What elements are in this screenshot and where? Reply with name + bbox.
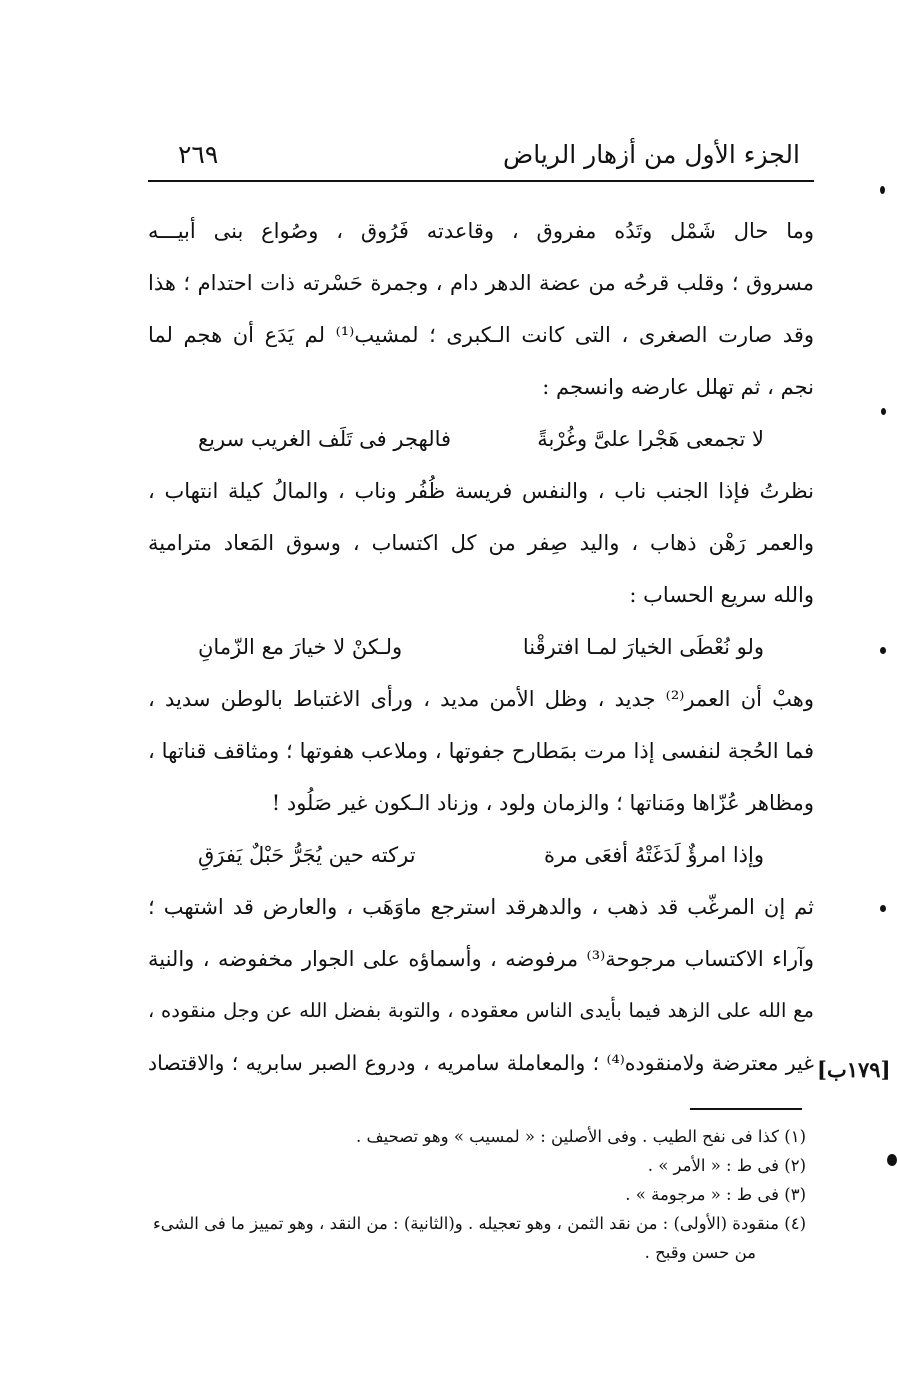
text-line: مسروق ؛ وقلب قرحُه من عضة الدهر دام ، وجمرة حَسْرته ذات احتدام ؛ هذا bbox=[148, 271, 814, 295]
footnote: (٤) منقودة (الأولى) : من نقد الثمن ، وهو تعجيله . و(الثانية) : من النقد ، وهو تمييز ما فى الشىء من حسن وقبح . bbox=[153, 1214, 806, 1262]
text-line: نظرتُ فإذا الجنب ناب ، والنفس فريسة ظُفُر وناب ، والمالُ كيلة انتهاب ، bbox=[148, 479, 814, 503]
verse-line bbox=[148, 829, 814, 881]
verse-second-hemistich: ولـكنْ لا خيارَ مع الزّمانِ bbox=[198, 635, 403, 659]
text-line: فما الحُجة لنفسى إذا مرت بمَطارح جفوتها ، وملاعب هفوتها ؛ ومثاقف قناتها ، bbox=[148, 739, 814, 763]
verse-line bbox=[148, 413, 814, 465]
text-line: وهبْ أن العمر⁽²⁾ جديد ، وظل الأمن مديد ، ورأى الاغتباط بالوطن سديد ، bbox=[148, 687, 814, 711]
text-line: ثم إن المرغّب قد ذهب ، والدهرقد استرجع ماوَهَب ، والعارض قد اشتهب ؛ bbox=[148, 895, 814, 919]
verse-line bbox=[148, 621, 814, 673]
footnote: (٢) فى ط : « الأمر » . bbox=[647, 1156, 806, 1175]
scan-speck bbox=[887, 1154, 897, 1166]
scan-speck bbox=[880, 905, 886, 912]
verse-second-hemistich: تركته حين يُجَرُّ حَبْلٌ يَفرَقِ bbox=[198, 843, 416, 867]
text-line: والله سريع الحساب : bbox=[629, 583, 814, 607]
footnote-rule bbox=[690, 1108, 802, 1110]
running-header bbox=[148, 140, 814, 180]
page-number: ٢٦٩ bbox=[178, 140, 219, 169]
text-line: وآراء الاكتساب مرجوحة⁽³⁾ مرفوضه ، وأسماؤه على الجوار مخفوضه ، والنية bbox=[148, 947, 814, 971]
text-line: نجم ، ثم تهلل عارضه وانسجم : bbox=[542, 375, 814, 399]
footnote: (١) كذا فى نفح الطيب . وفى الأصلين : « لمسيب » وهو تصحيف . bbox=[356, 1127, 806, 1146]
text-line: والعمر رَهْن ذهاب ، واليد صِفر من كل اكتساب ، وسوق المَعاد مترامية bbox=[148, 531, 814, 555]
text-line: مع الله على الزهد فيما بأيدى الناس معقوده ، والتوبة بفضل الله عن وجل منقوده ، bbox=[148, 999, 814, 1022]
text-line: وقد صارت الصغرى ، التى كانت الـكبرى ؛ لمشيب⁽¹⁾ لم يَدَع أن هجم لما bbox=[148, 323, 814, 347]
verse-first-hemistich: لا تجمعى هَجْرا علىَّ وغُرْبةً bbox=[537, 427, 764, 451]
verse-first-hemistich: وإذا امرؤٌ لَدَغَتْهُ أفعَى مرة bbox=[543, 843, 764, 867]
scan-speck bbox=[880, 647, 886, 654]
main-text bbox=[148, 205, 814, 1089]
footnote: (٣) فى ط : « مرجومة » . bbox=[625, 1185, 806, 1204]
text-line: وما حال شَمْل وتَدُه مفروق ، وقاعدته فَرُوق ، وصُواع بنى أبيـــه bbox=[148, 219, 814, 243]
header-title: الجزء الأول من أزهار الرياض bbox=[503, 140, 800, 169]
header-rule bbox=[148, 180, 814, 182]
text-line: غير معترضة ولامنقوده⁽⁴⁾ ؛ والمعاملة سامريه ، ودروع الصبر سابريه ؛ والاقتصاد bbox=[148, 1051, 814, 1075]
footnotes bbox=[148, 1122, 806, 1267]
scan-speck bbox=[880, 186, 885, 194]
manuscript-folio-ref: [١٧٩ب] bbox=[817, 1057, 891, 1082]
text-line: ومظاهر عُزّاها ومَناتها ؛ والزمان ولود ، وزناد الـكون غير صَلُود ! bbox=[271, 791, 814, 815]
verse-second-hemistich: فالهجر فى تَلَف الغريب سريع bbox=[198, 427, 452, 451]
verse-first-hemistich: ولو نُعْطَى الخيارَ لمـا افترقْنا bbox=[522, 635, 764, 659]
scan-speck bbox=[881, 408, 886, 415]
